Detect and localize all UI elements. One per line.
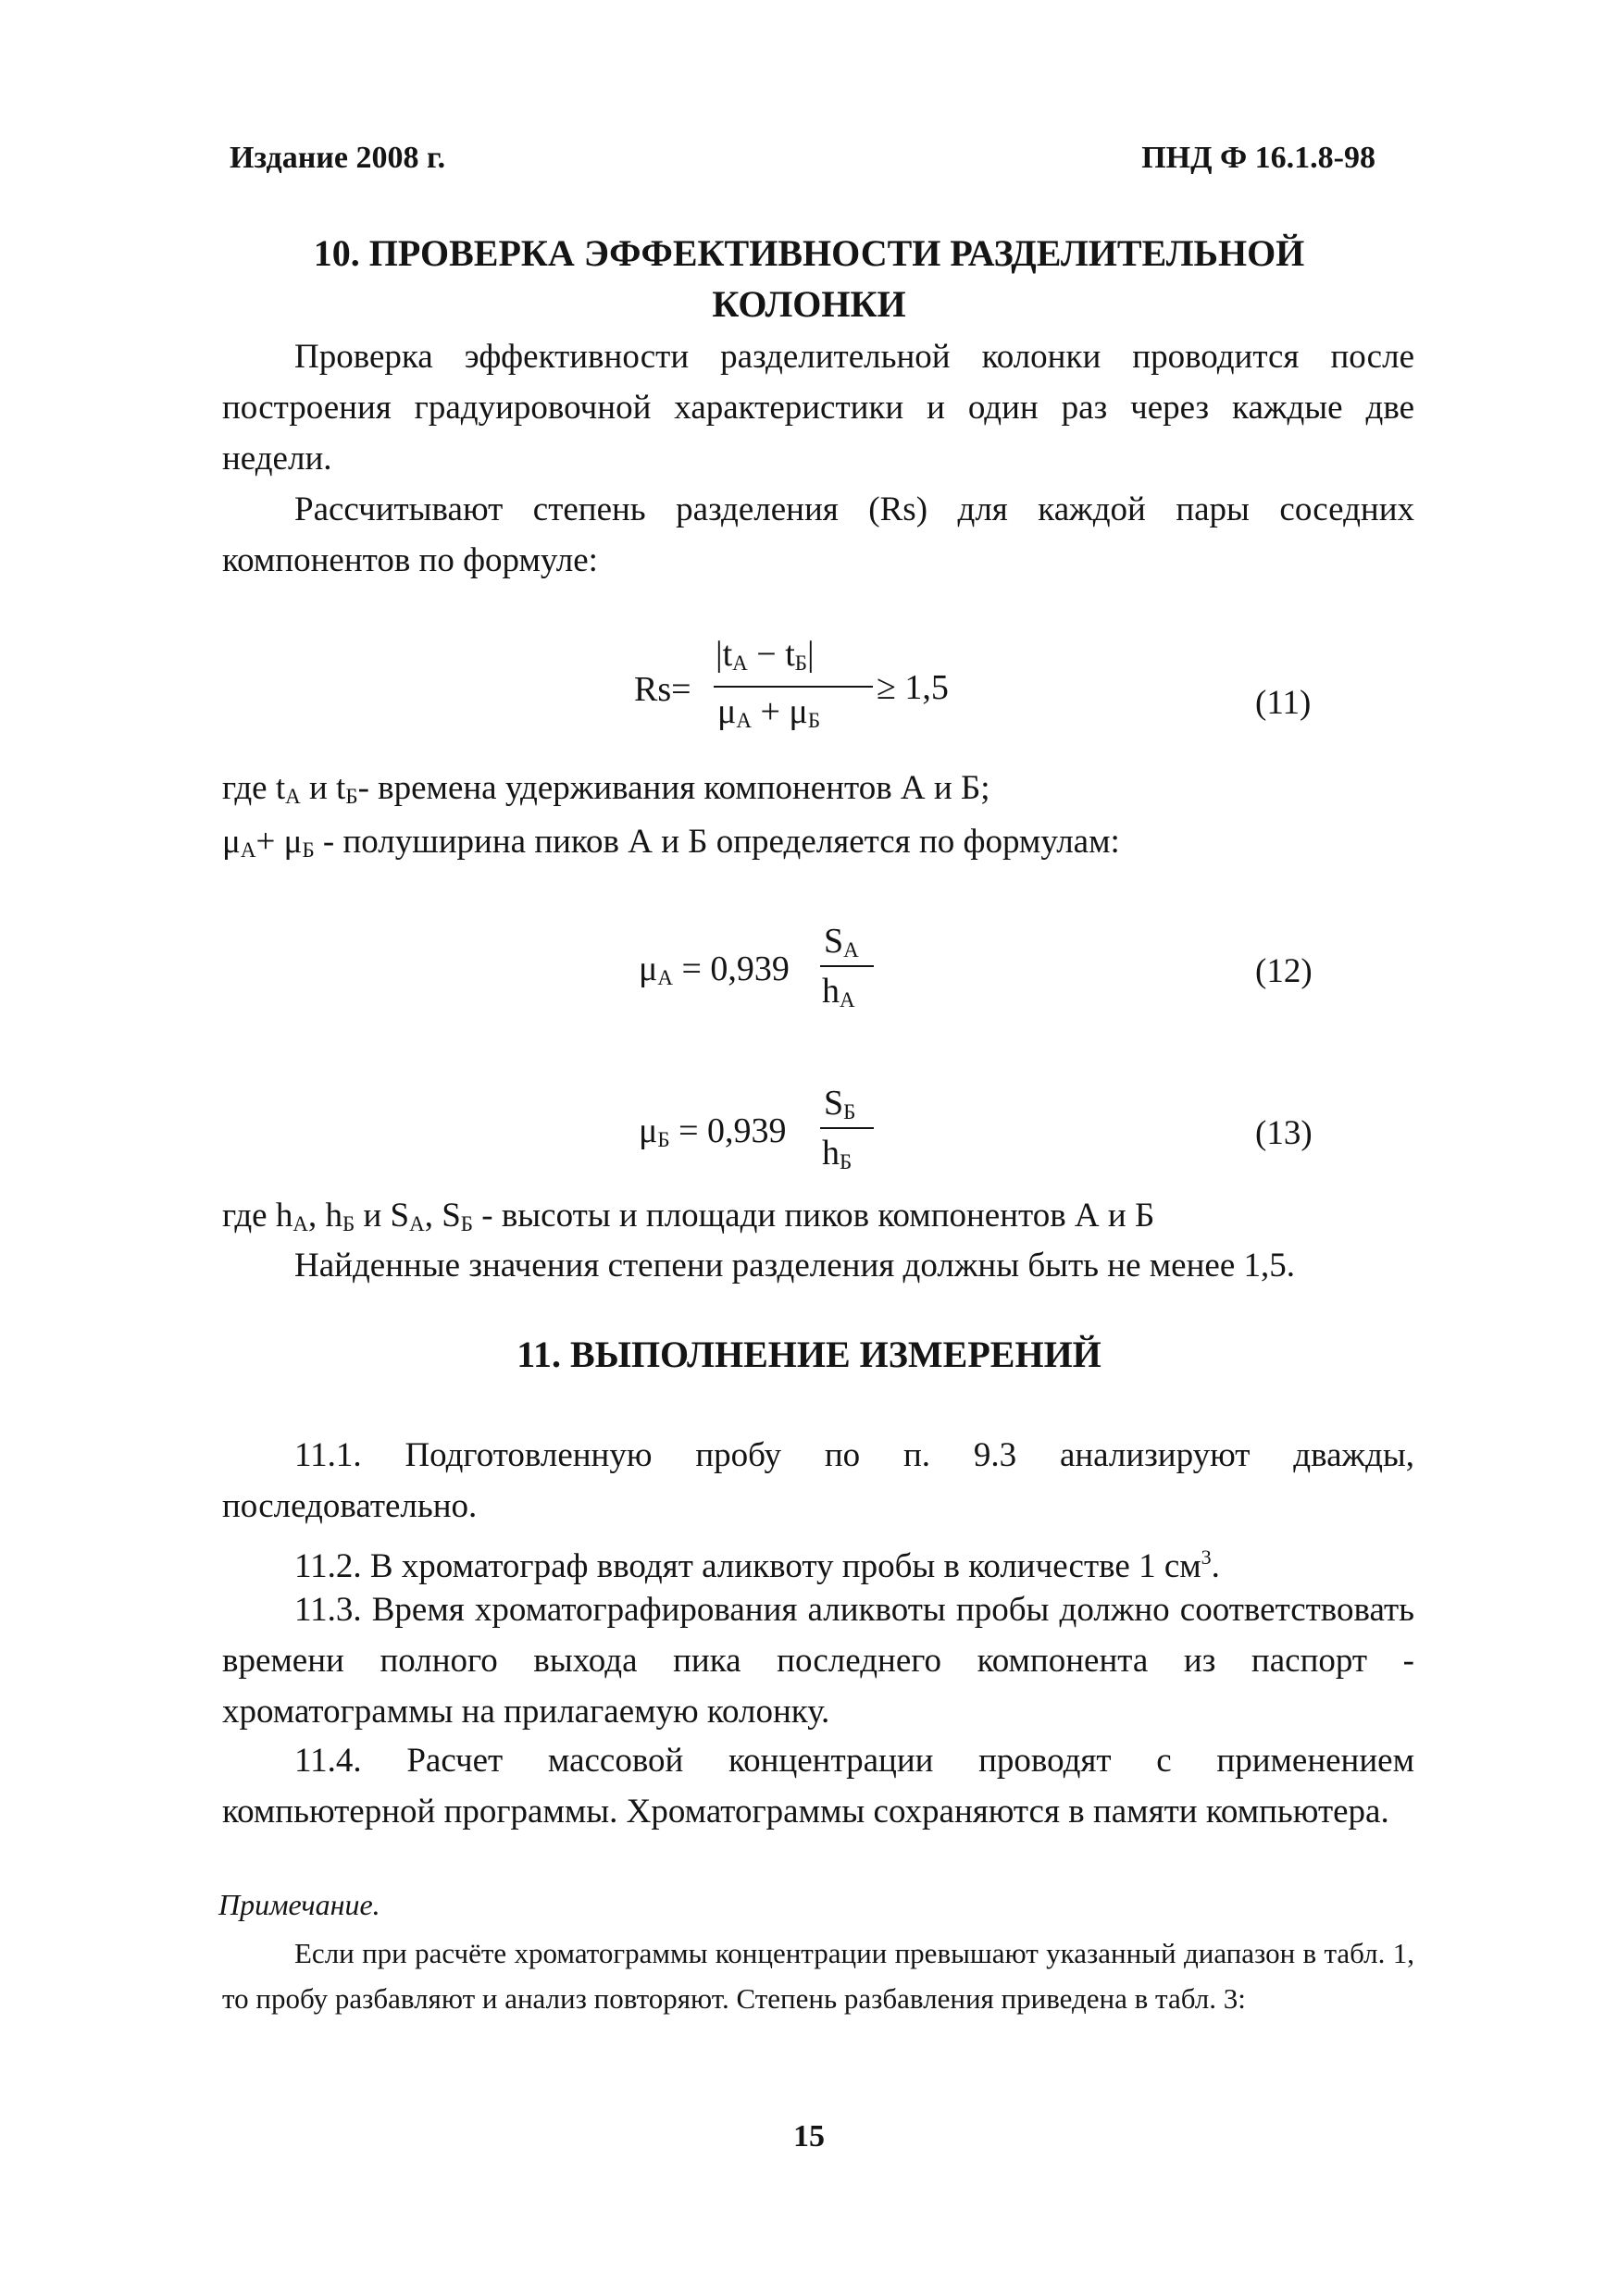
formula-11-rhs: ≥ 1,5 <box>877 668 949 707</box>
formula-12 <box>639 921 944 1032</box>
header-edition: Издание 2008 г. <box>230 141 446 175</box>
formula-11-lhs: Rs= <box>634 670 691 709</box>
header-document-code: ПНД Ф 16.1.8-98 <box>1141 141 1375 175</box>
formula-12-numerator: $S_A$ <box>824 922 859 962</box>
formula-11-numerator: $|t_A - t_Б|$ <box>716 635 815 675</box>
section-10-paragraph-2: Рассчитывают степень разделения (Rs) для каждой пары соседних компонентов по формуле: <box>222 490 1414 579</box>
item-11-2: 11.2. В хроматограф вводят аликвоту пробы в количестве 1 $см^3$. <box>294 1545 1220 1585</box>
item-11-4: 11.4. Расчет массовой концентрации проводят с применением компьютерной программы. Хроматограммы сохраняются в памяти компьютера. <box>222 1742 1414 1831</box>
formula-11-fraction-bar <box>714 686 873 688</box>
formula-13-number: (13) <box>1255 1114 1313 1152</box>
section-10-title-line2: КОЛОНКИ <box>712 283 906 325</box>
section-10-paragraph-1: Проверка эффективности разделительной колонки проводится после построения градуировочной характеристики и один раз через каждые две недели. <box>222 338 1414 478</box>
section-10-title-line1: 10. ПРОВЕРКА ЭФФЕКТИВНОСТИ РАЗДЕЛИТЕЛЬНОЙ <box>313 232 1305 274</box>
formula-13-denominator: $h_Б$ <box>822 1134 853 1173</box>
formula-12-denominator: $h_A$ <box>822 972 855 1011</box>
formula-13-numerator: $S_Б$ <box>824 1084 856 1123</box>
item-11-3: 11.3. Время хроматографирования аликвоты пробы должно соответствовать времени полного выхода пика последнего компонента из паспорт - хроматограммы на прилагаемую колонку. <box>222 1591 1414 1731</box>
formula-13-lhs: $\mu_Б = 0,939$ <box>639 1111 787 1151</box>
note-heading: Примечание. <box>218 1888 380 1921</box>
page-number: 15 <box>793 2119 825 2153</box>
formula-11-number: (11) <box>1255 684 1312 722</box>
item-11-1: 11.1. Подготовленную пробу по п. 9.3 анализируют дважды, последовательно. <box>222 1436 1414 1525</box>
where-retention-times: где $t_A$ и $t_Б-$ времена удерживания компонентов А и Б; <box>222 769 990 808</box>
where-heights-areas: где $h_A$, $h_Б$ и $S_A$, $S_Б$ - высоты и площади пиков компонентов А и Б <box>222 1197 1155 1235</box>
resolution-requirement: Найденные значения степени разделения должны быть не менее 1,5. <box>294 1247 1296 1285</box>
formula-12-number: (12) <box>1255 952 1313 990</box>
formula-13 <box>639 1083 944 1194</box>
formula-13-fraction-bar <box>820 1127 874 1129</box>
formula-12-fraction-bar <box>820 965 874 967</box>
section-11-title: 11. ВЫПОЛНЕНИЕ ИЗМЕРЕНИЙ <box>517 1334 1101 1375</box>
formula-12-lhs: $\mu_A = 0,939$ <box>639 949 790 989</box>
note-text: Если при расчёте хроматограммы концентрации превышают указанный диапазон в табл. 1, то пробу разбавляют и анализ повторяют. Степень разбавления приведена в табл. 3: <box>222 1937 1414 2015</box>
formula-11-denominator: $\mu_A + \mu_Б$ <box>717 692 821 732</box>
where-half-widths: $\mu_A+ \mu_Б$ - полуширина пиков А и Б определяется по формулам: <box>222 823 1120 862</box>
formula-11 <box>634 634 1004 745</box>
